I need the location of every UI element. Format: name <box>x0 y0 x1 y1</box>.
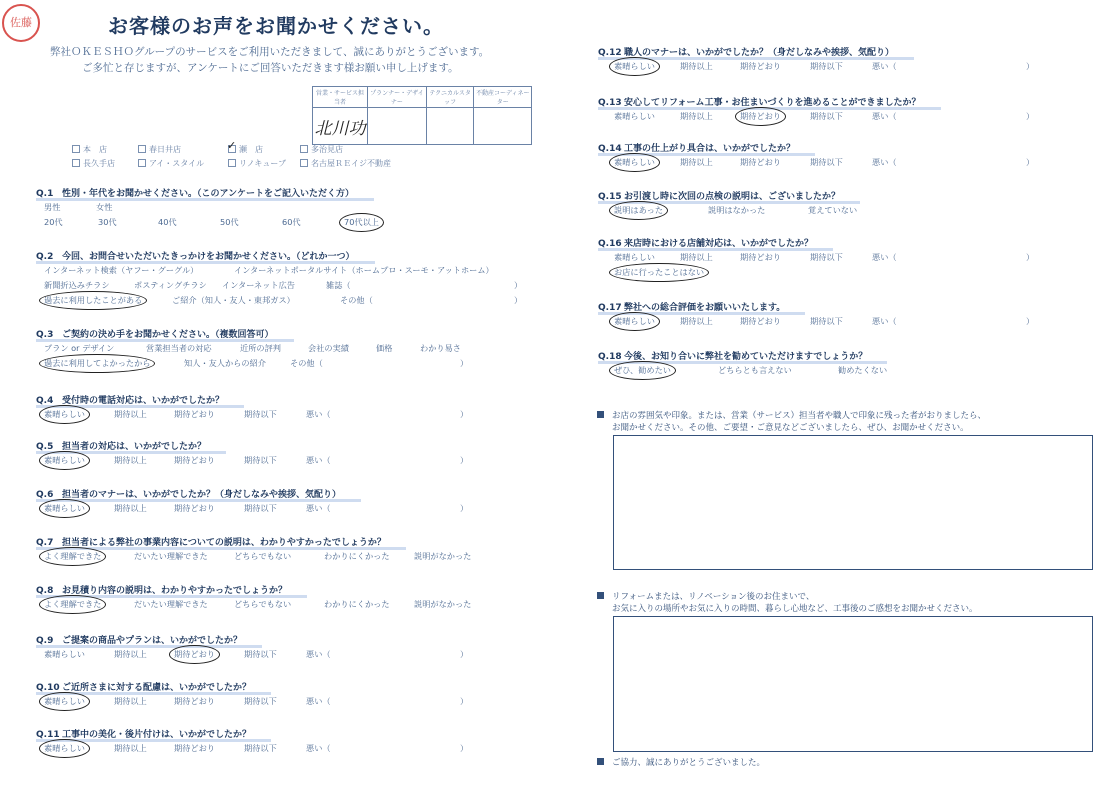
question-text: 来店時における店舗対応は、いかがでしたか？ <box>624 239 814 249</box>
selected-option[interactable]: 素晴らしい <box>614 61 655 71</box>
question-number: Q.10 <box>36 683 60 693</box>
answer-option[interactable]: ご紹介（知人・友人・東邦ガス） <box>172 295 295 305</box>
option-row <box>44 503 524 515</box>
option-row <box>44 599 524 611</box>
answer-option[interactable]: 期待以下 <box>244 743 277 753</box>
question-number: Q.13 <box>598 98 622 108</box>
question-text: 担当者のマナーは、いかがでしたか？（身だしなみや挨拶、気配り） <box>62 490 342 500</box>
answer-option[interactable]: 期待以下 <box>810 316 843 326</box>
store-label: アイ・スタイル <box>149 158 205 168</box>
store-label: 春日井店 <box>149 144 181 154</box>
selected-option[interactable]: 過去に利用してよかったから <box>44 358 151 368</box>
store-checkbox[interactable] <box>228 159 236 167</box>
answer-option[interactable]: 説明がなかった <box>414 599 472 609</box>
question-heading <box>36 327 274 340</box>
option-row <box>614 267 1094 279</box>
staff-header: 不動産コーディネーター <box>474 87 532 108</box>
question-number: Q.11 <box>36 730 60 740</box>
answer-option[interactable]: 期待どおり <box>740 157 781 167</box>
option-row <box>44 551 524 563</box>
question-text: ご提案の商品やプランは、いかがでしたか？ <box>62 636 243 646</box>
store-checklist <box>72 142 391 170</box>
close-paren: ） <box>460 455 469 465</box>
answer-option[interactable]: 期待どおり <box>174 743 215 753</box>
question-text: 弊社への総合評価をお願いいたします。 <box>624 303 786 313</box>
answer-option[interactable]: 期待どおり <box>740 316 781 326</box>
close-paren: ） <box>460 743 469 753</box>
question-number: Q.16 <box>598 239 622 249</box>
selected-option[interactable]: よく理解できた <box>44 599 102 609</box>
answer-option[interactable]: 期待以下 <box>244 503 277 513</box>
answer-option[interactable]: 素晴らしい <box>44 649 85 659</box>
question-number: Q.12 <box>598 48 622 58</box>
option-row <box>44 343 524 355</box>
question-heading <box>36 727 251 740</box>
question-text: 安心してリフォーム工事・お住まいづくりを進めることができましたか？ <box>624 98 921 108</box>
store-label: 名古屋ＲＥイジ不動産 <box>311 158 391 168</box>
question-heading <box>598 141 795 154</box>
selected-option[interactable]: 説明はあった <box>614 205 664 215</box>
store-checkbox[interactable] <box>72 159 80 167</box>
store-checkbox[interactable] <box>300 145 308 153</box>
answer-option[interactable]: 40代 <box>158 217 177 227</box>
answer-option[interactable]: 悪い（ <box>306 409 331 419</box>
answer-option[interactable]: 女性 <box>96 202 113 212</box>
answer-option[interactable]: 悪い（ <box>306 503 331 513</box>
question-number: Q.8 <box>36 586 54 596</box>
answer-option[interactable]: 期待どおり <box>174 696 215 706</box>
question-text: お引渡し時に次回の点検の説明は、ございましたか？ <box>624 192 841 202</box>
answer-option[interactable]: 価格 <box>376 343 393 353</box>
staff-table <box>312 86 532 145</box>
question-heading <box>36 633 242 646</box>
answer-option[interactable]: 悪い（ <box>306 696 331 706</box>
comment-box-1[interactable] <box>613 435 1093 570</box>
answer-option[interactable]: 20代 <box>44 217 63 227</box>
question-number: Q.9 <box>36 636 54 646</box>
close-paren: ） <box>514 295 523 305</box>
answer-option[interactable]: 覚えていない <box>808 205 858 215</box>
question-heading <box>36 535 386 548</box>
question-heading <box>36 186 354 199</box>
answer-option[interactable]: 悪い（ <box>872 111 897 121</box>
answer-option[interactable]: 雑誌（ <box>326 280 351 290</box>
store-checkbox[interactable] <box>300 159 308 167</box>
store-label: 本 店 <box>83 144 107 154</box>
answer-option[interactable]: プラン or デザイン <box>44 343 115 353</box>
answer-option[interactable]: 期待どおり <box>174 503 215 513</box>
selected-option[interactable]: 素晴らしい <box>44 743 85 753</box>
answer-option[interactable]: 期待以下 <box>244 649 277 659</box>
answer-option[interactable]: 悪い（ <box>872 157 897 167</box>
option-row <box>44 649 524 661</box>
answer-option[interactable]: 悪い（ <box>306 743 331 753</box>
answer-option[interactable]: 男性 <box>44 202 61 212</box>
staff-signature: 北川功 <box>314 118 366 139</box>
answer-option[interactable]: 期待以上 <box>680 252 713 262</box>
answer-option[interactable]: 期待以下 <box>244 696 277 706</box>
option-row <box>44 743 524 755</box>
question-text: 工事中の美化・後片付けは、いかがでしたか？ <box>62 730 252 740</box>
question-text: 今回、お問合せいただいたきっかけをお聞かせください。（どれか一つ） <box>62 252 355 262</box>
answer-option[interactable]: 30代 <box>98 217 117 227</box>
answer-option[interactable]: 期待以上 <box>114 455 147 465</box>
question-text: ご近所さまに対する配慮は、いかがでしたか？ <box>62 683 252 693</box>
answer-option[interactable]: 期待以上 <box>680 316 713 326</box>
question-heading <box>598 45 894 58</box>
answer-option[interactable]: どちらとも言えない <box>718 365 792 375</box>
answer-option[interactable]: 50代 <box>220 217 239 227</box>
question-text: 職人のマナーは、いかがでしたか？（身だしなみや挨拶、気配り） <box>624 48 895 58</box>
question-heading <box>598 236 813 249</box>
answer-option[interactable]: 説明はなかった <box>708 205 766 215</box>
option-row <box>614 111 1094 123</box>
option-row <box>44 217 524 229</box>
answer-option[interactable]: わかりにくかった <box>324 551 390 561</box>
option-row <box>614 365 1094 377</box>
answer-option[interactable]: 期待以上 <box>114 743 147 753</box>
question-number: Q.15 <box>598 192 622 202</box>
answer-option[interactable]: だいたい理解できた <box>134 599 208 609</box>
answer-option[interactable]: 新聞折込みチラシ <box>44 280 110 290</box>
question-text: 受付時の電話対応は、いかがでしたか？ <box>62 396 225 406</box>
answer-option[interactable]: その他（ <box>290 358 323 368</box>
close-paren: ） <box>514 280 523 290</box>
selected-option[interactable]: 期待どおり <box>740 111 781 121</box>
store-checkbox[interactable] <box>72 145 80 153</box>
selected-option[interactable]: よく理解できた <box>44 551 102 561</box>
answer-option[interactable]: 悪い（ <box>872 61 897 71</box>
option-row <box>44 358 524 370</box>
option-row <box>44 202 524 214</box>
option-row <box>44 696 524 708</box>
answer-option[interactable]: 素晴らしい <box>614 111 655 121</box>
close-paren: ） <box>1026 61 1035 71</box>
option-row <box>614 61 1094 73</box>
question-number: Q.18 <box>598 352 622 362</box>
answer-option[interactable]: インターネットポータルサイト（ホームプロ・スーモ・アットホーム） <box>234 265 494 275</box>
answer-option[interactable]: ポスティングチラシ <box>134 280 207 290</box>
question-number: Q.7 <box>36 538 54 548</box>
selected-option[interactable]: 過去に利用したことがある <box>44 295 143 305</box>
close-paren: ） <box>1026 111 1035 121</box>
question-number: Q.5 <box>36 442 54 452</box>
question-text: 工事の仕上がり具合は、いかがでしたか？ <box>624 144 796 154</box>
question-heading <box>598 300 785 313</box>
option-row <box>614 252 1094 264</box>
answer-option[interactable]: 期待以上 <box>680 61 713 71</box>
square-bullet-icon <box>597 758 604 765</box>
answer-option[interactable]: どちらでもない <box>234 599 292 609</box>
selected-option[interactable]: 素晴らしい <box>44 503 85 513</box>
question-number: Q.17 <box>598 303 622 313</box>
answer-option[interactable]: 期待以下 <box>810 111 843 121</box>
option-row <box>614 157 1094 169</box>
answer-option[interactable]: 説明がなかった <box>414 551 472 561</box>
answer-option[interactable]: 期待どおり <box>174 409 215 419</box>
answer-option[interactable]: 期待以下 <box>244 455 277 465</box>
question-heading <box>598 189 840 202</box>
option-row <box>44 409 524 421</box>
question-text: 担当者による弊社の事業内容についての説明は、わかりやすかったでしょうか？ <box>62 538 386 548</box>
option-row <box>44 295 524 307</box>
answer-option[interactable]: 近所の評判 <box>240 343 281 353</box>
answer-option[interactable]: その他（ <box>340 295 373 305</box>
answer-option[interactable]: どちらでもない <box>234 551 292 561</box>
selected-option[interactable]: 素晴らしい <box>44 455 85 465</box>
store-label: 多治見店 <box>311 144 343 154</box>
question-number: Q.2 <box>36 252 54 262</box>
question-heading <box>36 680 251 693</box>
answer-option[interactable]: 期待以下 <box>810 61 843 71</box>
thanks-note: ご協力、誠にありがとうございました。 <box>597 756 765 768</box>
selected-option[interactable]: ぜひ、勧めたい <box>614 365 671 375</box>
selected-option[interactable]: 素晴らしい <box>44 696 85 706</box>
option-row <box>614 316 1094 328</box>
option-row <box>614 205 1094 217</box>
store-label: 長久手店 <box>83 158 115 168</box>
question-text: お見積り内容の説明は、わかりやすかったでしょうか？ <box>62 586 288 596</box>
answer-option[interactable]: 期待以上 <box>114 503 147 513</box>
page-title: お客様のお声をお聞かせください。 <box>108 14 444 38</box>
selected-option[interactable]: お店に行ったことはない <box>614 267 705 277</box>
question-number: Q.3 <box>36 330 54 340</box>
close-paren: ） <box>1026 157 1035 167</box>
answer-option[interactable]: 期待以下 <box>810 157 843 167</box>
question-text: 今後、お知り合いに弊社を勧めていただけますでしょうか？ <box>624 352 868 362</box>
comment-box-2[interactable] <box>613 616 1093 752</box>
store-checkbox[interactable] <box>138 145 146 153</box>
answer-option[interactable]: 期待以下 <box>244 409 277 419</box>
square-bullet-icon <box>597 592 604 599</box>
staff-header: プランナー・デザイナー <box>368 87 427 108</box>
option-row <box>44 455 524 467</box>
store-label: 瀬 店 <box>239 144 263 154</box>
answer-option[interactable]: 悪い（ <box>872 316 897 326</box>
question-number: Q.4 <box>36 396 54 406</box>
intro-line-1: 弊社ＯＫＥＳＨＯグループのサービスをご利用いただきまして、誠にありがとうございます。 <box>50 46 490 58</box>
selected-option[interactable]: 素晴らしい <box>614 316 655 326</box>
answer-option[interactable]: インターネット検索（ヤフー・グーグル） <box>44 265 199 275</box>
store-label: リノキューブ <box>239 158 286 168</box>
answer-option[interactable]: 営業担当者の対応 <box>146 343 212 353</box>
selected-option[interactable]: 70代以上 <box>344 217 379 227</box>
question-number: Q.6 <box>36 490 54 500</box>
answer-option[interactable]: 知人・友人からの紹介 <box>184 358 266 368</box>
store-checkbox[interactable] <box>228 145 236 153</box>
answer-option[interactable]: 期待どおり <box>740 252 781 262</box>
comment-prompt-2: リフォームまたは、リノベーション後のお住まいで、 お気に入りの場所やお気に入りの時間、暮らし心地など、工事後のご感想をお聞かせください。 <box>597 590 978 614</box>
comment-prompt-1: お店の雰囲気や印象。または、営業（サービス）担当者や職人で印象に残った者がおりましたら、 お聞かせください。その他、ご要望・ご意見などございましたら、ぜひ、お聞かせください。 <box>597 409 986 433</box>
staff-header: テクニカルスタッフ <box>426 87 474 108</box>
staff-header: 営業・サービス担当者 <box>313 87 368 108</box>
answer-option[interactable]: 期待以上 <box>114 409 147 419</box>
selected-option[interactable]: 期待どおり <box>174 649 215 659</box>
seal-stamp: 佐藤 <box>2 4 40 42</box>
answer-option[interactable]: 期待以上 <box>114 649 147 659</box>
answer-option[interactable]: 60代 <box>282 217 301 227</box>
answer-option[interactable]: インターネット広告 <box>222 280 295 290</box>
question-text: ご契約の決め手をお聞かせください。（複数回答可） <box>62 330 274 340</box>
question-number: Q.14 <box>598 144 622 154</box>
answer-option[interactable]: 悪い（ <box>306 455 331 465</box>
question-heading <box>36 487 341 500</box>
close-paren: ） <box>1026 252 1035 262</box>
selected-option[interactable]: 素晴らしい <box>614 157 655 167</box>
question-number: Q.1 <box>36 189 54 199</box>
selected-option[interactable]: 素晴らしい <box>44 409 85 419</box>
answer-option[interactable]: 期待以上 <box>680 111 713 121</box>
close-paren: ） <box>460 358 469 368</box>
answer-option[interactable]: 悪い（ <box>306 649 331 659</box>
close-paren: ） <box>460 696 469 706</box>
store-checkbox[interactable] <box>138 159 146 167</box>
answer-option[interactable]: 勧めたくない <box>838 365 888 375</box>
close-paren: ） <box>460 409 469 419</box>
answer-option[interactable]: 期待どおり <box>740 61 781 71</box>
answer-option[interactable]: 会社の実績 <box>308 343 349 353</box>
question-heading <box>36 249 355 262</box>
question-text: 性別・年代をお聞かせください。（このアンケートをご記入いただく方） <box>62 189 354 199</box>
answer-option[interactable]: だいたい理解できた <box>134 551 208 561</box>
close-paren: ） <box>460 649 469 659</box>
square-bullet-icon <box>597 411 604 418</box>
option-row <box>44 265 524 277</box>
option-row <box>44 280 524 292</box>
close-paren: ） <box>460 503 469 513</box>
answer-option[interactable]: 素晴らしい <box>614 252 655 262</box>
close-paren: ） <box>1026 316 1035 326</box>
answer-option[interactable]: 期待以上 <box>680 157 713 167</box>
answer-option[interactable]: 期待以下 <box>810 252 843 262</box>
answer-option[interactable]: わかり易さ <box>420 343 461 353</box>
intro-line-2: ご多忙と存じますが、アンケートにご回答いただきます様お願い申し上げます。 <box>82 62 459 74</box>
answer-option[interactable]: 悪い（ <box>872 252 897 262</box>
answer-option[interactable]: 期待どおり <box>174 455 215 465</box>
answer-option[interactable]: 期待以上 <box>114 696 147 706</box>
question-text: 担当者の対応は、いかがでしたか？ <box>62 442 207 452</box>
answer-option[interactable]: わかりにくかった <box>324 599 390 609</box>
